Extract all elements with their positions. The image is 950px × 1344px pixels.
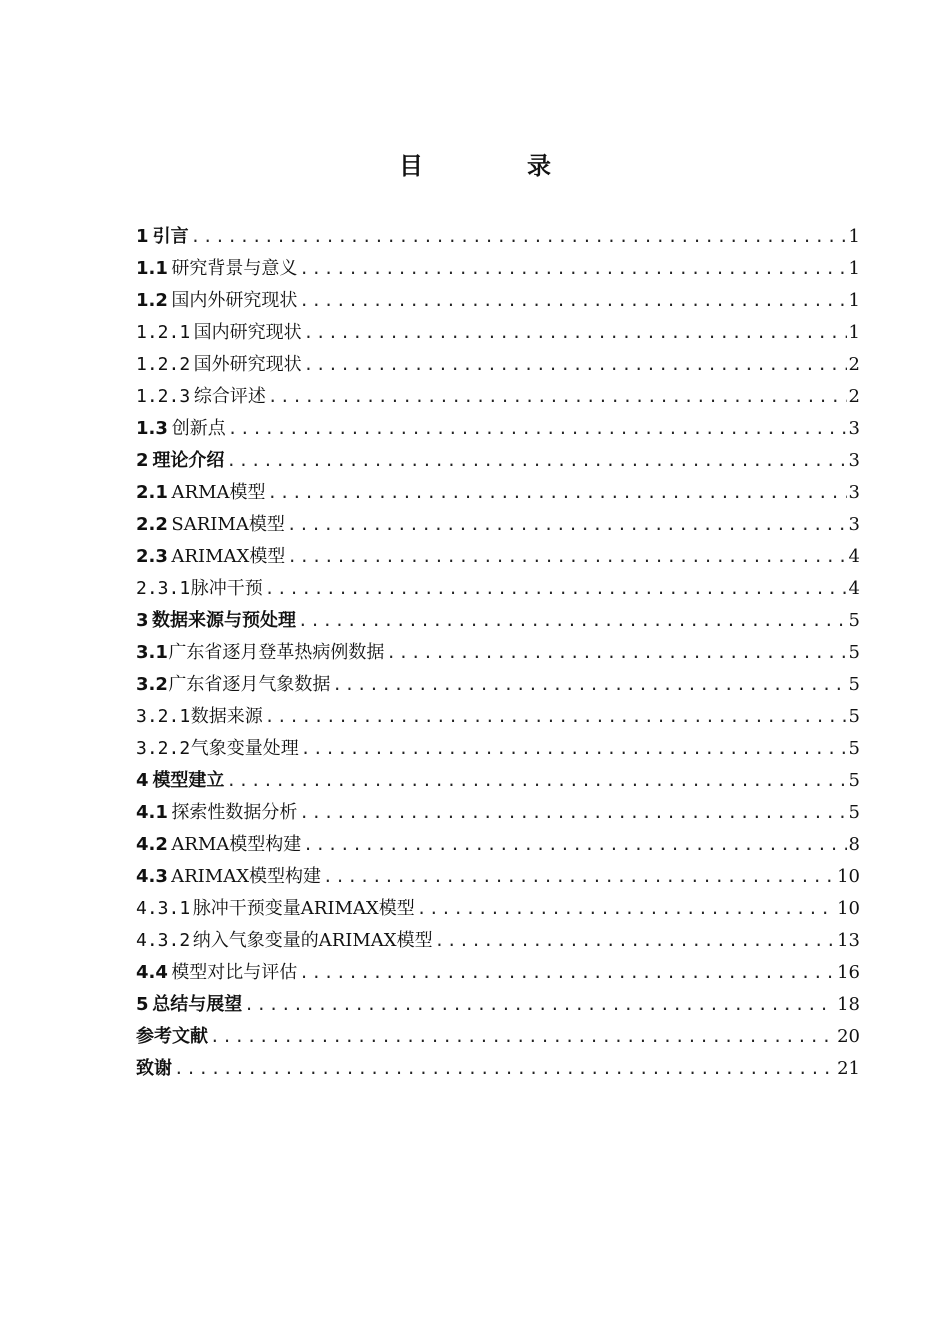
toc-entry-title: 国外研究现状 bbox=[193, 354, 302, 375]
toc-entry-number: 3.1 bbox=[136, 642, 168, 663]
toc-dot-leader bbox=[244, 989, 835, 1021]
toc-dot-leader bbox=[417, 893, 835, 925]
toc-entry-title: 国内研究现状 bbox=[193, 322, 302, 343]
toc-entry[interactable] bbox=[136, 1053, 860, 1085]
toc-entry[interactable] bbox=[136, 733, 860, 765]
toc-entry-title: SARIMA模型 bbox=[171, 514, 285, 535]
toc-entry[interactable] bbox=[136, 829, 860, 861]
toc-entry[interactable] bbox=[136, 317, 860, 349]
toc-entry-page-number: 20 bbox=[837, 1026, 860, 1047]
toc-entry-title: 纳入气象变量的ARIMAX模型 bbox=[192, 930, 433, 951]
toc-dot-leader bbox=[174, 1053, 835, 1085]
toc-entry[interactable] bbox=[136, 509, 860, 541]
toc-entry-title: 理论介绍 bbox=[152, 450, 225, 471]
toc-entry[interactable] bbox=[136, 1021, 860, 1053]
toc-entry[interactable] bbox=[136, 253, 860, 285]
toc-dot-leader bbox=[226, 765, 846, 797]
toc-entry-page-number: 3 bbox=[848, 514, 860, 535]
toc-entry-title: 广东省逐月气象数据 bbox=[168, 674, 331, 695]
toc-entry-title: 模型对比与评估 bbox=[171, 962, 298, 983]
toc-entry-number: 4.4 bbox=[136, 962, 168, 983]
toc-dot-leader bbox=[265, 701, 847, 733]
toc-entry-number: 5 bbox=[136, 994, 149, 1015]
toc-dot-leader bbox=[299, 253, 846, 285]
toc-entry-page-number: 2 bbox=[848, 354, 860, 375]
toc-entry-title: ARIMAX模型构建 bbox=[171, 866, 322, 887]
toc-dot-leader bbox=[228, 413, 847, 445]
toc-entry-number: 4.1 bbox=[136, 802, 168, 823]
toc-dot-leader bbox=[287, 509, 847, 541]
toc-title: 目 录 bbox=[399, 151, 591, 180]
toc-entry[interactable] bbox=[136, 413, 860, 445]
toc-entry[interactable] bbox=[136, 573, 860, 605]
toc-dot-leader bbox=[287, 541, 846, 573]
toc-dot-leader bbox=[298, 605, 847, 637]
toc-entry[interactable] bbox=[136, 381, 860, 413]
toc-dot-leader bbox=[299, 285, 846, 317]
toc-entry[interactable] bbox=[136, 765, 860, 797]
toc-entry[interactable] bbox=[136, 477, 860, 509]
toc-dot-leader bbox=[323, 861, 835, 893]
toc-entry-title: 探索性数据分析 bbox=[171, 802, 298, 823]
toc-dot-leader bbox=[210, 1021, 835, 1053]
toc-entry-page-number: 1 bbox=[848, 322, 860, 343]
toc-entry-number: 1.3 bbox=[136, 418, 168, 439]
toc-entry[interactable] bbox=[136, 893, 860, 925]
toc-entry-number: 1.2 bbox=[136, 290, 168, 311]
toc-dot-leader bbox=[304, 317, 847, 349]
toc-entry-page-number: 5 bbox=[848, 642, 860, 663]
toc-entry-title: 创新点 bbox=[171, 418, 226, 439]
toc-entry-page-number: 16 bbox=[837, 962, 860, 983]
toc-entry-number: 3 bbox=[136, 610, 149, 631]
toc-entry[interactable] bbox=[136, 541, 860, 573]
toc-entry-page-number: 10 bbox=[837, 898, 860, 919]
toc-entry-title: 脉冲干预变量ARIMAX模型 bbox=[192, 898, 415, 919]
toc-entry-page-number: 3 bbox=[848, 482, 860, 503]
toc-entry-title: 研究背景与意义 bbox=[171, 258, 298, 279]
toc-entry[interactable] bbox=[136, 861, 860, 893]
toc-entry-page-number: 13 bbox=[837, 930, 860, 951]
toc-entry-page-number: 3 bbox=[848, 450, 860, 471]
toc-dot-leader bbox=[265, 573, 847, 605]
toc-list bbox=[136, 221, 860, 1085]
toc-entry-number: 1.2.3 bbox=[136, 386, 191, 407]
toc-dot-leader bbox=[299, 797, 846, 829]
toc-entry-number: 1 bbox=[136, 226, 149, 247]
toc-entry-title: 广东省逐月登革热病例数据 bbox=[168, 642, 385, 663]
toc-entry-page-number: 1 bbox=[848, 258, 860, 279]
toc-entry-page-number: 10 bbox=[837, 866, 860, 887]
toc-entry-title: 总结与展望 bbox=[152, 994, 243, 1015]
toc-entry[interactable] bbox=[136, 989, 860, 1021]
toc-dot-leader bbox=[304, 349, 847, 381]
toc-entry-page-number: 4 bbox=[848, 546, 860, 567]
toc-entry[interactable] bbox=[136, 925, 860, 957]
toc-entry-number: 2.3.1 bbox=[136, 578, 191, 599]
toc-entry-title: ARIMAX模型 bbox=[171, 546, 286, 567]
toc-dot-leader bbox=[386, 637, 846, 669]
toc-entry-number: 4.3 bbox=[136, 866, 168, 887]
toc-entry-number: 4 bbox=[136, 770, 149, 791]
toc-entry-number: 4.3.1 bbox=[136, 898, 191, 919]
toc-dot-leader bbox=[303, 829, 846, 861]
toc-entry-title: 模型建立 bbox=[152, 770, 225, 791]
toc-entry-page-number: 5 bbox=[848, 674, 860, 695]
toc-entry[interactable] bbox=[136, 957, 860, 989]
toc-entry-number: 2.3 bbox=[136, 546, 168, 567]
toc-entry-number: 1.2.2 bbox=[136, 354, 191, 375]
toc-entry-number: 2.2 bbox=[136, 514, 168, 535]
toc-entry-title: 脉冲干预 bbox=[190, 578, 263, 599]
toc-entry-number: 3.2 bbox=[136, 674, 168, 695]
toc-entry-title: 参考文献 bbox=[136, 1026, 208, 1047]
toc-entry-title: 引言 bbox=[152, 226, 189, 247]
toc-entry-title: 气象变量处理 bbox=[190, 738, 299, 759]
toc-entry-title: 数据来源 bbox=[190, 706, 263, 727]
toc-entry[interactable] bbox=[136, 221, 860, 253]
toc-entry-number: 2 bbox=[136, 450, 149, 471]
toc-entry-page-number: 5 bbox=[848, 610, 860, 631]
toc-entry[interactable] bbox=[136, 349, 860, 381]
toc-dot-leader bbox=[268, 381, 847, 413]
toc-entry-page-number: 3 bbox=[848, 418, 860, 439]
toc-entry[interactable] bbox=[136, 445, 860, 477]
toc-entry[interactable] bbox=[136, 285, 860, 317]
toc-entry[interactable] bbox=[136, 797, 860, 829]
toc-dot-leader bbox=[226, 445, 846, 477]
toc-entry-title: 致谢 bbox=[136, 1058, 172, 1079]
toc-entry-page-number: 5 bbox=[848, 738, 860, 759]
toc-entry-page-number: 18 bbox=[837, 994, 860, 1015]
toc-entry-page-number: 8 bbox=[848, 834, 860, 855]
toc-entry-number: 4.2 bbox=[136, 834, 168, 855]
toc-entry-title: ARMA模型 bbox=[171, 482, 266, 503]
toc-dot-leader bbox=[299, 957, 835, 989]
toc-entry[interactable] bbox=[136, 701, 860, 733]
toc-entry-title: ARMA模型构建 bbox=[171, 834, 302, 855]
toc-entry-title: 综合评述 bbox=[193, 386, 266, 407]
toc-entry[interactable] bbox=[136, 669, 860, 701]
toc-entry-page-number: 1 bbox=[848, 290, 860, 311]
toc-entry-number: 3.2.1 bbox=[136, 706, 191, 727]
toc-entry-number: 1.1 bbox=[136, 258, 168, 279]
toc-entry-number: 4.3.2 bbox=[136, 930, 191, 951]
toc-entry-page-number: 21 bbox=[837, 1058, 860, 1079]
toc-dot-leader bbox=[268, 477, 847, 509]
toc-entry-page-number: 5 bbox=[848, 770, 860, 791]
toc-entry-title: 数据来源与预处理 bbox=[151, 610, 296, 631]
toc-dot-leader bbox=[301, 733, 847, 765]
toc-entry-number: 1.2.1 bbox=[136, 322, 191, 343]
toc-entry-page-number: 2 bbox=[848, 386, 860, 407]
toc-dot-leader bbox=[332, 669, 846, 701]
toc-entry-title: 国内外研究现状 bbox=[171, 290, 298, 311]
toc-entry-page-number: 4 bbox=[848, 578, 860, 599]
toc-entry-page-number: 1 bbox=[848, 226, 860, 247]
toc-entry-number: 3.2.2 bbox=[136, 738, 191, 759]
toc-entry-page-number: 5 bbox=[848, 802, 860, 823]
toc-entry-page-number: 5 bbox=[848, 706, 860, 727]
toc-entry-number: 2.1 bbox=[136, 482, 168, 503]
toc-dot-leader bbox=[435, 925, 835, 957]
toc-entry[interactable] bbox=[136, 605, 860, 637]
toc-dot-leader bbox=[191, 221, 847, 253]
toc-entry[interactable] bbox=[136, 637, 860, 669]
